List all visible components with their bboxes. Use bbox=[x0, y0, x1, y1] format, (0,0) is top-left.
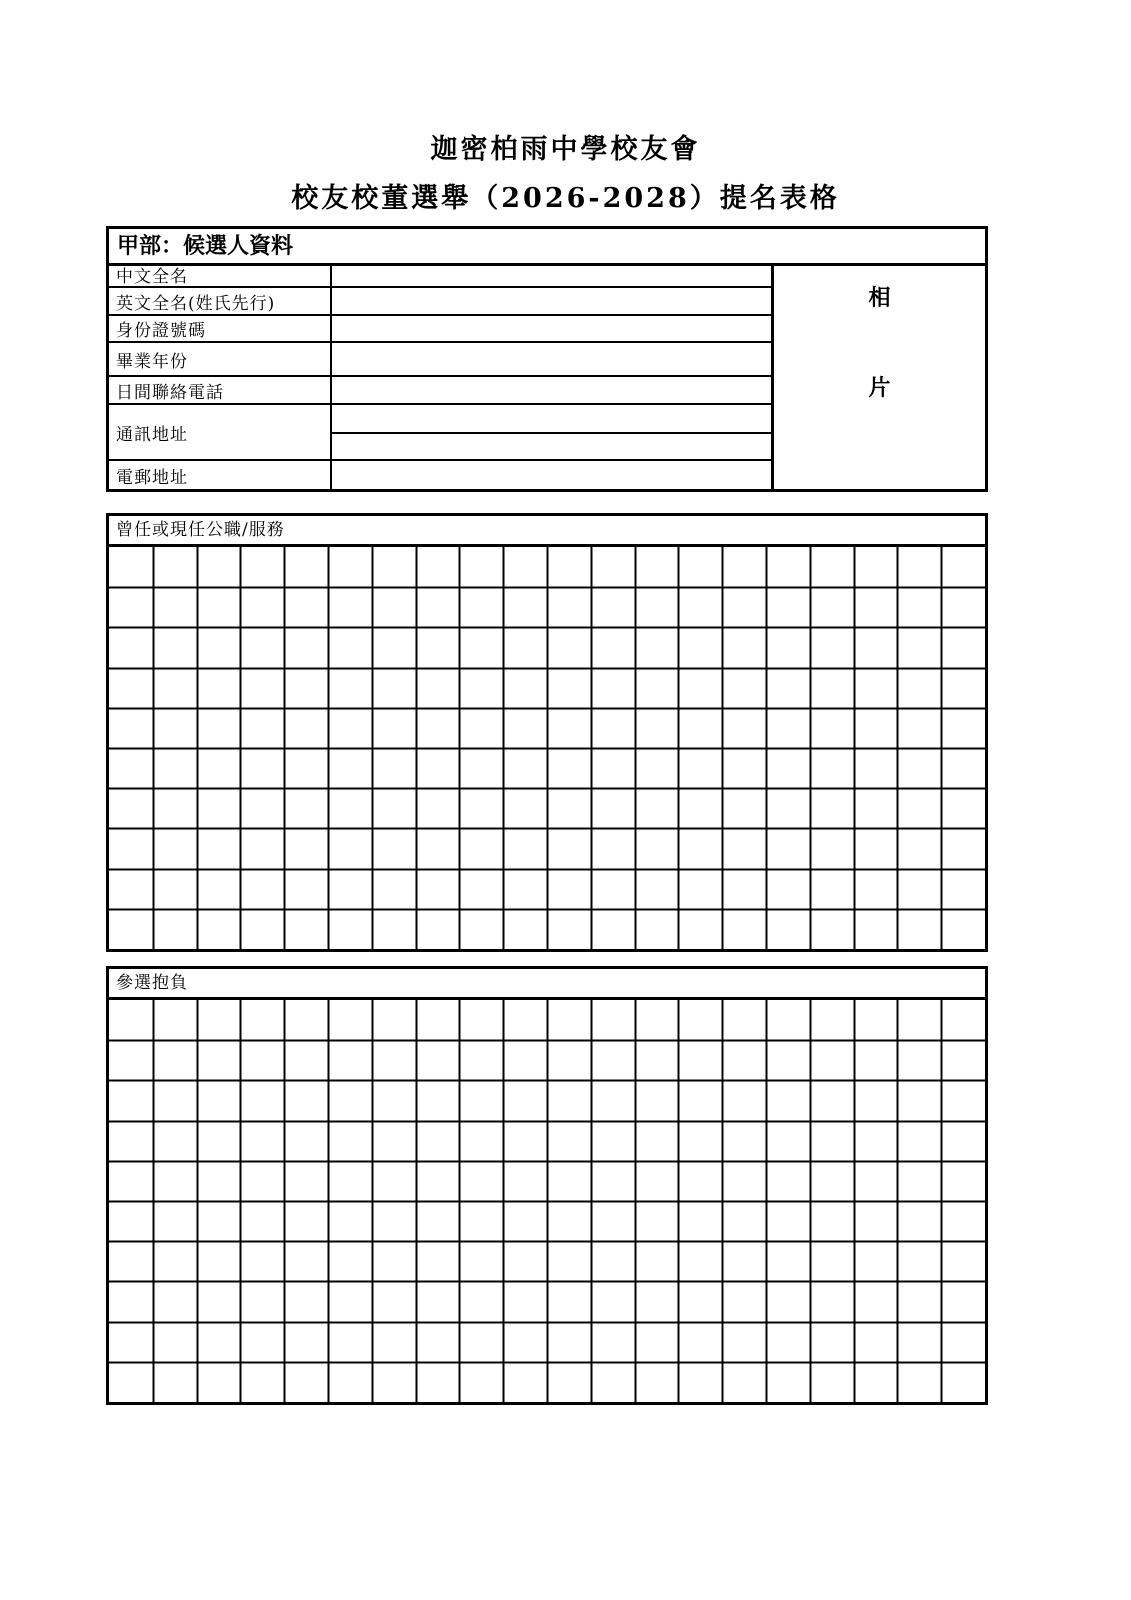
photo-label-char-2: 片 bbox=[868, 375, 891, 401]
field-row-chinese-name bbox=[109, 263, 771, 288]
field-label-id-number: 身份證號碼 bbox=[109, 316, 332, 341]
field-label-english-name: 英文全名(姓氏先行) bbox=[109, 288, 332, 314]
field-row-mailing-address bbox=[109, 405, 771, 461]
id-number-input[interactable] bbox=[332, 316, 771, 341]
field-row-english-name bbox=[109, 288, 771, 316]
field-label-mailing-address: 通訊地址 bbox=[109, 405, 332, 459]
daytime-phone-input[interactable] bbox=[332, 377, 771, 403]
field-label-daytime-phone: 日間聯絡電話 bbox=[109, 377, 332, 403]
field-label-chinese-name: 中文全名 bbox=[109, 263, 332, 286]
field-row-daytime-phone bbox=[109, 377, 771, 405]
form-title: 校友校董選舉（2026-2028）提名表格 bbox=[291, 183, 840, 214]
graduation-year-input[interactable] bbox=[332, 343, 771, 375]
org-title: 迦密柏雨中學校友會 bbox=[430, 134, 701, 165]
email-input[interactable] bbox=[332, 461, 771, 489]
field-label-graduation-year: 畢業年份 bbox=[109, 343, 332, 375]
public-service-heading: 曾任或現任公職/服務 bbox=[109, 516, 985, 547]
candidate-info-section bbox=[106, 226, 988, 492]
public-service-writing-grid[interactable] bbox=[109, 547, 985, 949]
aspiration-heading: 參選抱負 bbox=[109, 969, 985, 1000]
photo-label-char-1: 相 bbox=[868, 285, 891, 311]
field-row-graduation-year bbox=[109, 343, 771, 377]
public-service-section bbox=[106, 513, 988, 952]
field-label-email: 電郵地址 bbox=[109, 461, 332, 489]
aspiration-section bbox=[106, 966, 988, 1405]
field-row-id-number bbox=[109, 316, 771, 343]
english-name-input[interactable] bbox=[332, 288, 771, 314]
chinese-name-input[interactable] bbox=[332, 263, 771, 286]
section-a-heading: 甲部：候選人資料 bbox=[109, 229, 985, 266]
field-row-email bbox=[109, 461, 771, 489]
address-line-divider bbox=[332, 432, 771, 434]
aspiration-writing-grid[interactable] bbox=[109, 1000, 985, 1402]
photo-box bbox=[771, 263, 985, 489]
